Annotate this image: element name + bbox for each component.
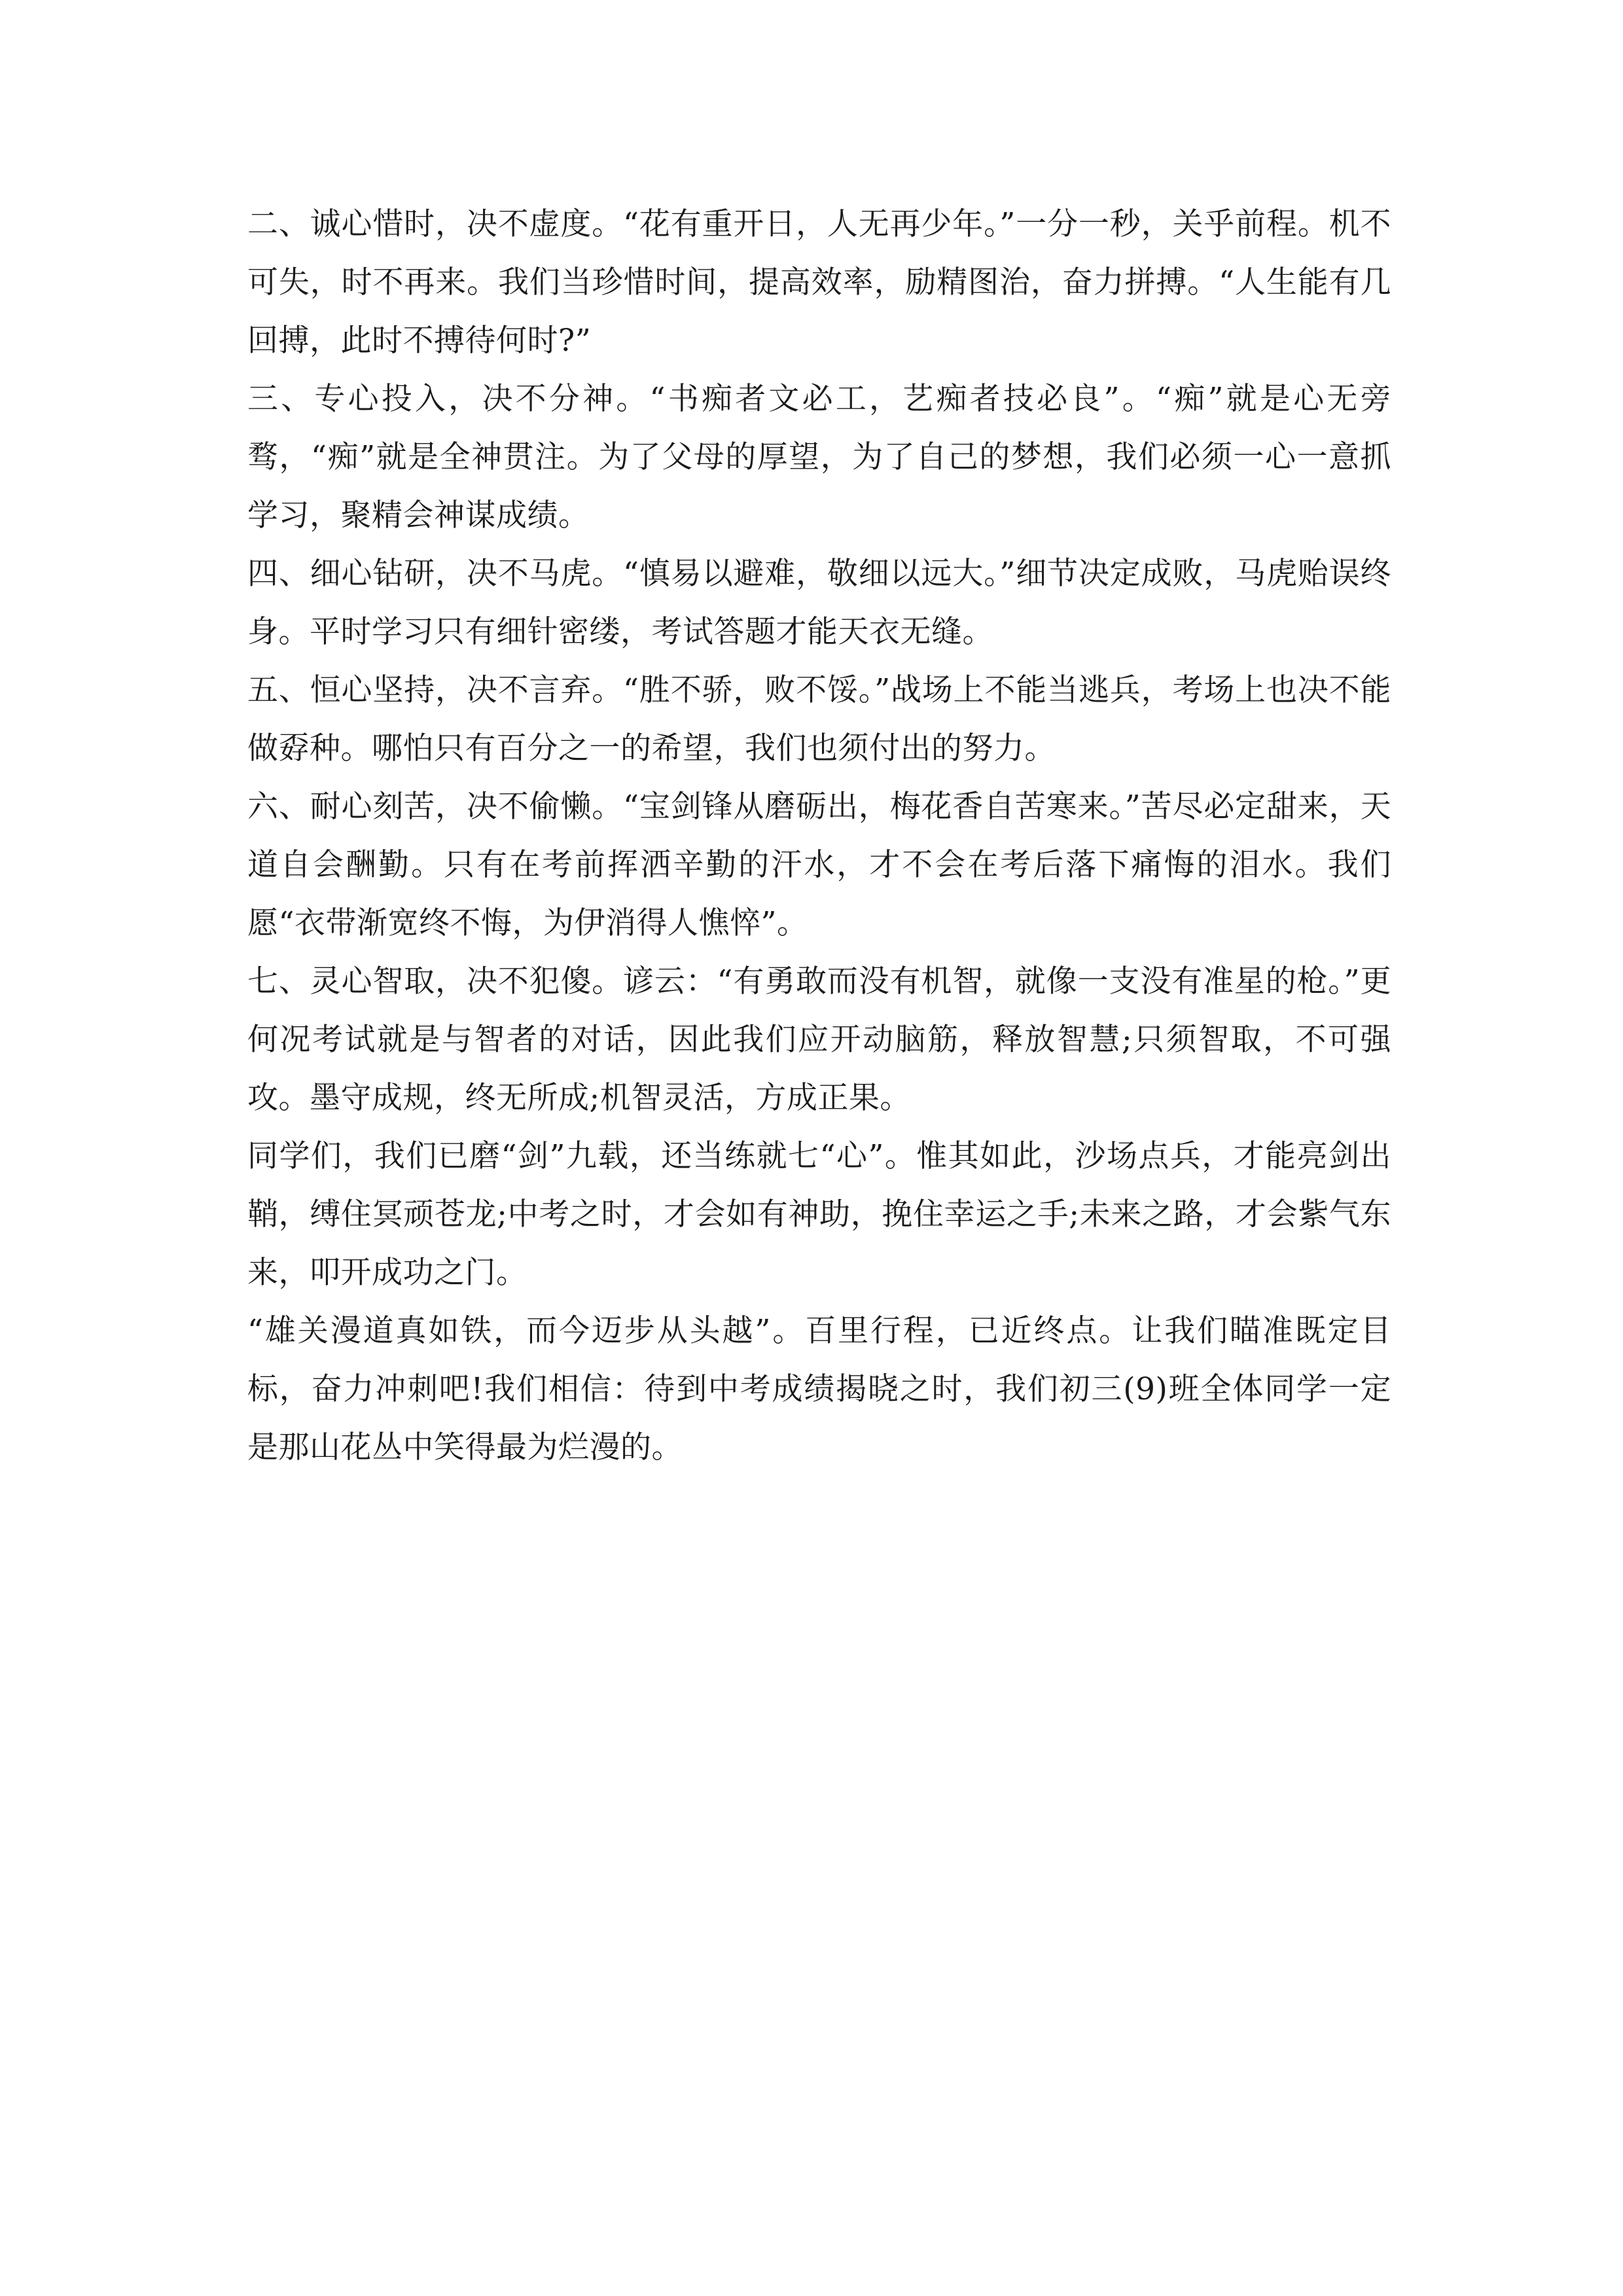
paragraph-perseverance: 五、恒心坚持，决不言弃。“胜不骄，败不馁。”战场上不能当逃兵，考场上也决不能做孬种。哪怕只有百分之一的希望，我们也须付出的努力。	[247, 672, 1391, 766]
paragraph-carefulness: 四、细心钻研，决不马虎。“慎易以避难，敬细以远大。”细节决定成败，马虎贻误终身。平时学习只有细针密缕，考试答题才能天衣无缝。	[247, 556, 1391, 650]
paragraph-conclusion: “雄关漫道真如铁，而今迈步从头越”。百里行程，已近终点。让我们瞄准既定目标，奋力冲刺吧!我们相信：待到中考成绩揭晓之时，我们初三(9)班全体同学一定是那山花丛中笑得最为烂漫的。	[247, 1313, 1391, 1465]
paragraph-classmates: 同学们，我们已磨“剑”九载，还当练就七“心”。惟其如此，沙场点兵，才能亮剑出鞘，缚住冥顽苍龙;中考之时，才会如有神助，挽住幸运之手;未来之路，才会紫气东来，叩开成功之门。	[247, 1138, 1391, 1291]
paragraph-wisdom: 七、灵心智取，决不犯傻。谚云：“有勇敢而没有机智，就像一支没有准星的枪。”更何况考试就是与智者的对话，因此我们应开动脑筋，释放智慧;只须智取，不可强攻。墨守成规，终无所成;机智灵活，方成正果。	[247, 963, 1391, 1116]
document-body	[247, 195, 1391, 1477]
paragraph-cherish-time: 二、诚心惜时，决不虚度。“花有重开日，人无再少年。”一分一秒，关乎前程。机不可失，时不再来。我们当珍惜时间，提高效率，励精图治，奋力拼搏。“人生能有几回搏，此时不搏待何时?”	[247, 206, 1391, 359]
paragraph-focus: 三、专心投入，决不分神。“书痴者文必工，艺痴者技必良”。“痴”就是心无旁骛，“痴”就是全神贯注。为了父母的厚望，为了自己的梦想，我们必须一心一意抓学习，聚精会神谋成绩。	[247, 381, 1391, 533]
paragraph-diligence: 六、耐心刻苦，决不偷懒。“宝剑锋从磨砺出，梅花香自苦寒来。”苦尽必定甜来，天道自会酬勤。只有在考前挥洒辛勤的汗水，才不会在考后落下痛悔的泪水。我们愿“衣带渐宽终不悔，为伊消得人憔悴”。	[247, 789, 1391, 941]
